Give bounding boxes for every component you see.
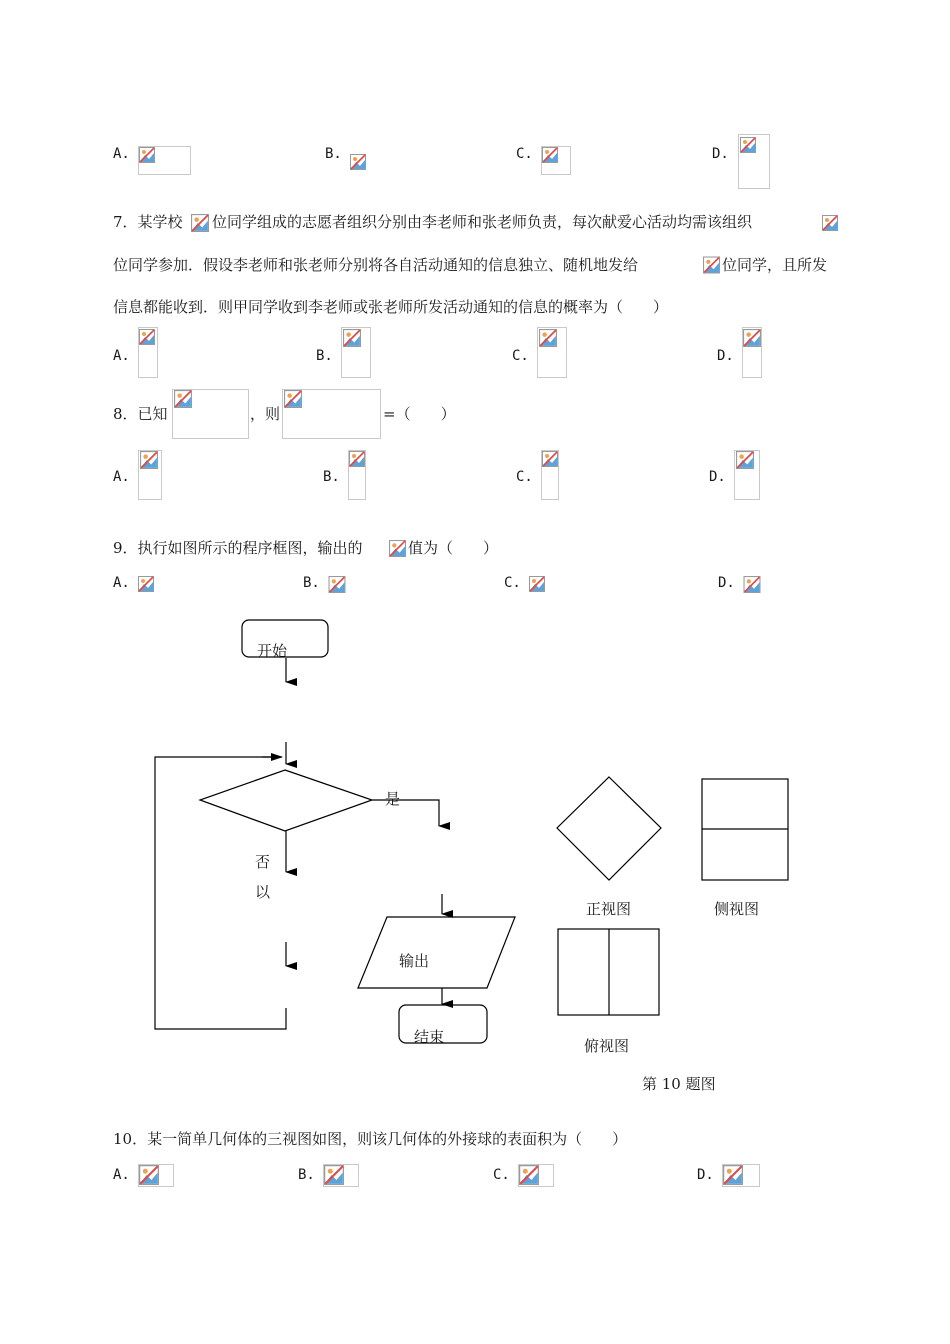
flow-end-label: 结束 <box>414 1028 445 1046</box>
q10-option-d-label: D. <box>697 1167 714 1183</box>
flow-no-label-2: 以 <box>255 883 271 901</box>
front-view-label: 正视图 <box>586 900 632 918</box>
q7-line2-end: 位同学，且所发 <box>722 256 828 274</box>
q7-option-b-label: B. <box>316 348 333 364</box>
q8-option-c-label: C. <box>516 469 533 485</box>
flow-output-parallelogram <box>358 917 515 988</box>
q8-option-a-label: A. <box>113 469 130 485</box>
q10-option-c-label: C. <box>493 1167 510 1183</box>
q7-option-a-label: A. <box>113 348 130 364</box>
q9-text-start: 9．执行如图所示的程序框图，输出的 <box>113 539 363 557</box>
side-view-label: 侧视图 <box>714 900 760 918</box>
q9-option-d-label: D. <box>718 575 735 591</box>
q10-option-b-label: B. <box>298 1167 315 1183</box>
flow-no-label: 否 <box>255 853 271 871</box>
flow-start-label: 开始 <box>257 642 288 660</box>
flow-output-label: 输出 <box>399 952 430 970</box>
q9-option-b-label: B. <box>303 575 320 591</box>
q7-line1-end: 位同学组成的志愿者组织分别由李老师和张老师负责，每次献爱心活动均需该组织 <box>212 213 753 231</box>
front-view-shape <box>557 777 661 880</box>
broken-image-icon <box>324 1165 344 1185</box>
broken-image-icon <box>139 1165 159 1185</box>
broken-image-icon <box>519 1165 539 1185</box>
flow-yes-label: 是 <box>385 790 401 808</box>
q7-option-c-label: C. <box>512 348 529 364</box>
q8-option-b-label: B. <box>323 469 340 485</box>
q6-option-d-label: D. <box>712 146 729 162</box>
q7-line1-start: 7．某学校 <box>113 213 183 231</box>
q6-option-c-label: C. <box>516 146 533 162</box>
q9-text-end: 值为（ ） <box>408 539 499 557</box>
q8-option-d-label: D. <box>709 469 726 485</box>
q6-option-a-label: A. <box>113 146 130 162</box>
q9-option-a-label: A. <box>113 575 130 591</box>
q10-option-a-label: A. <box>113 1167 130 1183</box>
q10-text: 10．某一简单几何体的三视图如图，则该几何体的外接球的表面积为（ ） <box>113 1130 628 1148</box>
top-view-label: 俯视图 <box>584 1037 630 1055</box>
q7-option-d-label: D. <box>717 348 734 364</box>
figure-caption: 第 10 题图 <box>642 1075 716 1093</box>
q8-suffix: =（ ） <box>383 405 456 423</box>
q8-prefix: 8．已知 <box>113 405 168 423</box>
q7-line3: 信息都能收到．则甲同学收到李老师或张老师所发活动通知的信息的概率为（ ） <box>113 298 669 316</box>
q9-option-c-label: C. <box>504 575 521 591</box>
flow-yes-line <box>372 800 439 826</box>
q8-mid: ，则 <box>250 405 281 423</box>
broken-image-icon <box>723 1165 743 1185</box>
q7-line2-start: 位同学参加．假设李老师和张老师分别将各自活动通知的信息独立、随机地发给 <box>113 256 639 274</box>
q6-option-b-label: B. <box>325 146 342 162</box>
flow-decision-diamond <box>200 770 372 831</box>
